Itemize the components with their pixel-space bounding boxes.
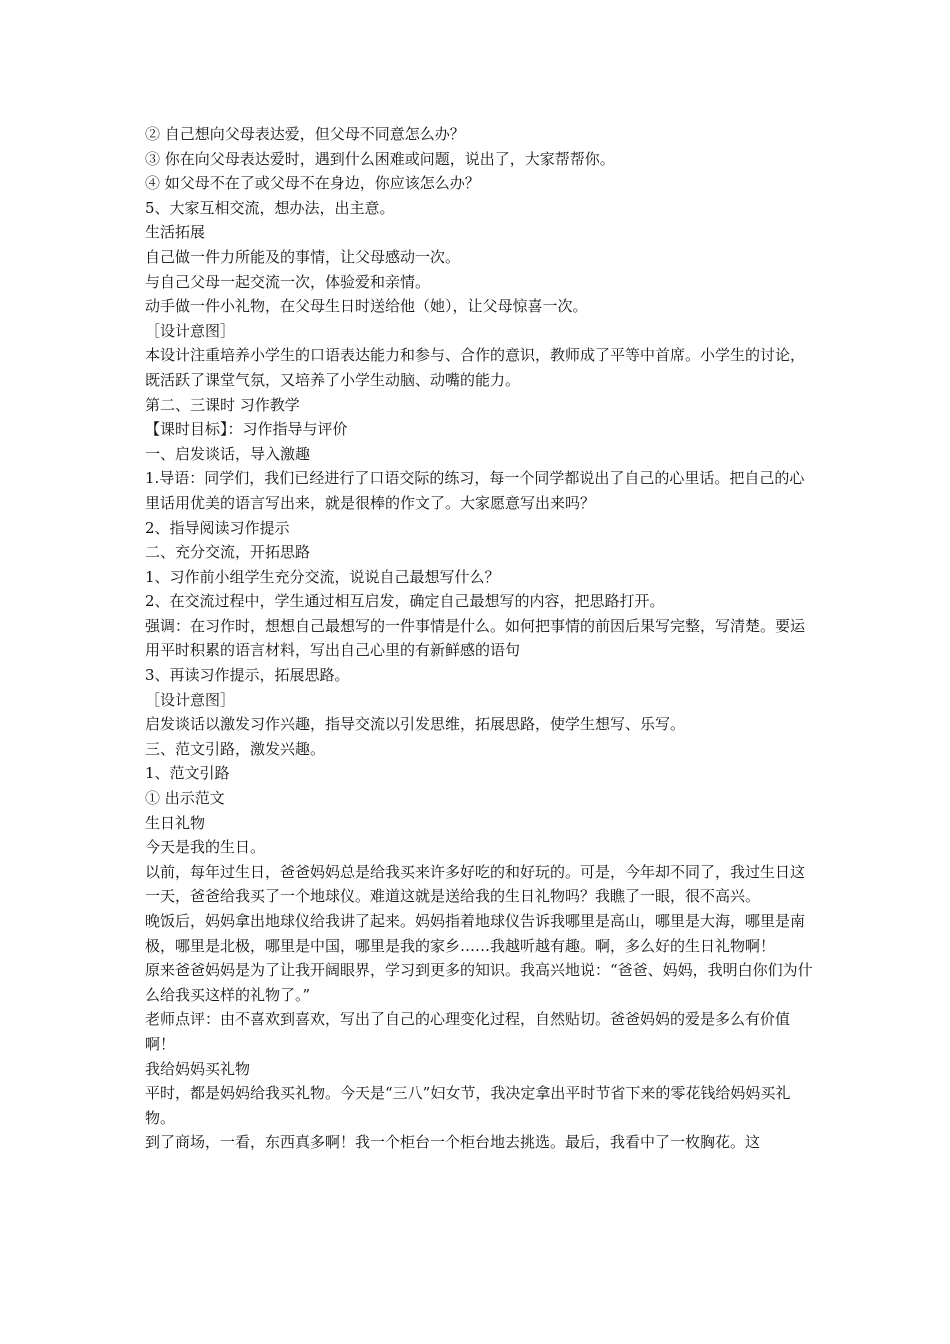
text-line: ④ 如父母不在了或父母不在身边，你应该怎么办？ bbox=[145, 174, 480, 193]
text-line: 与自己父母一起交流一次，体验爱和亲情。 bbox=[145, 272, 431, 291]
paragraph: 老师点评：由不喜欢到喜欢，写出了自己的心理变化过程，自然贴切。爸爸妈妈的爱是多么有价值啊！ bbox=[145, 1010, 791, 1053]
section-heading: ［设计意图］ bbox=[145, 690, 236, 709]
text-line: 1、习作前小组学生充分交流，说说自己最想写什么？ bbox=[145, 567, 500, 586]
text-line: 3、再读习作提示，拓展思路。 bbox=[145, 666, 350, 685]
paragraph: 晚饭后，妈妈拿出地球仪给我讲了起来。妈妈指着地球仪告诉我哪里是高山，哪里是大海，哪里是南极，哪里是北极，哪里是中国，哪里是我的家乡……我越听越有趣。啊，多么好的生日礼物啊！ bbox=[145, 912, 806, 955]
text-line: 启发谈话以激发习作兴趣，指导交流以引发思维，拓展思路，使学生想写、乐写。 bbox=[145, 715, 686, 734]
text-line: 2、指导阅读习作提示 bbox=[145, 518, 290, 537]
paragraph: 以前，每年过生日，爸爸妈妈总是给我买来许多好吃的和好玩的。可是，今年却不同了，我过生日这一天，爸爸给我买了一个地球仪。难道这就是送给我的生日礼物吗？我瞧了一眼，很不高兴。 bbox=[145, 862, 806, 906]
section-heading: 一、启发谈话，导入激趣 bbox=[145, 444, 311, 463]
essay-title: 我给妈妈买礼物 bbox=[145, 1059, 251, 1078]
text-line: 今天是我的生日。 bbox=[145, 838, 266, 857]
section-heading: 生活拓展 bbox=[145, 223, 206, 242]
text-line: 到了商场，一看，东西真多啊！我一个柜台一个柜台地去挑选。最后，我看中了一枚胸花。这 bbox=[145, 1133, 761, 1152]
paragraph: 原来爸爸妈妈是为了让我开阔眼界，学习到更多的知识。我高兴地说：“爸爸、妈妈，我明白你们为什么给我买这样的礼物了。” bbox=[145, 961, 813, 1004]
document-body bbox=[145, 122, 815, 1155]
section-heading: ［设计意图］ bbox=[145, 321, 236, 340]
section-heading: 二、充分交流，开拓思路 bbox=[145, 543, 311, 562]
paragraph: 平时，都是妈妈给我买礼物。今天是“三八”妇女节，我决定拿出平时节省下来的零花钱给妈妈买礼物。 bbox=[145, 1084, 791, 1127]
paragraph: 本设计注重培养小学生的口语表达能力和参与、合作的意识，教师成了平等中首席。小学生的讨论，既活跃了课堂气氛，又培养了小学生动脑、动嘴的能力。 bbox=[145, 346, 806, 389]
text-line: 自己做一件力所能及的事情，让父母感动一次。 bbox=[145, 247, 461, 266]
text-line: 1、范文引路 bbox=[145, 764, 230, 783]
text-line: 动手做一件小礼物，在父母生日时送给他（她），让父母惊喜一次。 bbox=[145, 297, 588, 316]
section-heading: 第二、三课时 习作教学 bbox=[145, 395, 300, 414]
text-line: ① 出示范文 bbox=[145, 789, 225, 808]
essay-title: 生日礼物 bbox=[145, 813, 206, 832]
text-line: ③ 你在向父母表达爱时，遇到什么困难或问题，说出了，大家帮帮你。 bbox=[145, 149, 615, 168]
text-line: ② 自己想向父母表达爱，但父母不同意怎么办？ bbox=[145, 125, 465, 143]
section-heading: 【课时目标】：习作指导与评价 bbox=[145, 420, 348, 439]
paragraph: 1.导语：同学们，我们已经进行了口语交际的练习，每一个同学都说出了自己的心里话。把自己的心里话用优美的语言写出来，就是很棒的作文了。大家愿意写出来吗？ bbox=[145, 469, 805, 512]
text-line: 5、大家互相交流，想办法，出主意。 bbox=[145, 198, 395, 217]
paragraph: 强调：在习作时，想想自己最想写的一件事情是什么。如何把事情的前因后果写完整，写清楚。要运用平时积累的语言材料，写出自己心里的有新鲜感的语句 bbox=[145, 616, 806, 660]
text-line: 2、在交流过程中，学生通过相互启发，确定自己最想写的内容，把思路打开。 bbox=[145, 592, 665, 611]
section-heading: 三、范文引路，激发兴趣。 bbox=[145, 739, 326, 758]
